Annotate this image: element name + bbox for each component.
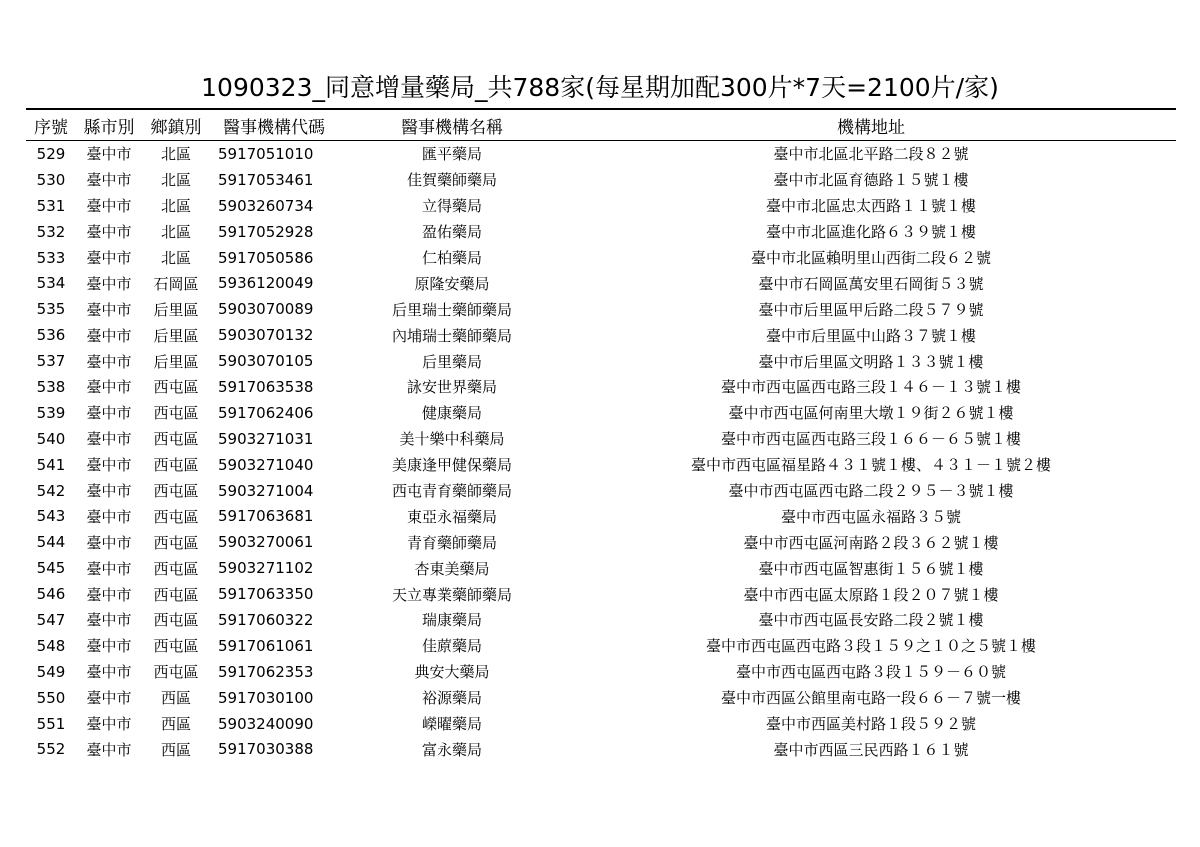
table-row — [26, 167, 1176, 193]
cell-name: 盈佑藥局 — [421, 223, 482, 242]
cell-code: 5917062406 — [218, 403, 314, 422]
cell-no: 540 — [36, 429, 66, 448]
table-row — [26, 245, 1176, 271]
cell-code: 5917052928 — [218, 222, 314, 241]
cell-code: 5903260734 — [218, 196, 314, 215]
header-address: 機構地址 — [837, 117, 905, 138]
table-row — [26, 659, 1176, 685]
cell-county: 臺中市 — [86, 533, 132, 552]
cell-name: 匯平藥局 — [421, 145, 482, 164]
cell-county: 臺中市 — [86, 637, 132, 656]
cell-address: 臺中市后里區中山路３７號１樓 — [765, 326, 976, 345]
cell-code: 5917053461 — [218, 170, 314, 189]
cell-code: 5917030100 — [218, 688, 314, 707]
cell-town: 西區 — [160, 715, 191, 734]
table-row — [26, 426, 1176, 452]
cell-address: 臺中市西屯區西屯路３段１５９之１０之５號１樓 — [705, 637, 1036, 656]
table-row — [26, 348, 1176, 374]
table-row — [26, 193, 1176, 219]
cell-county: 臺中市 — [86, 456, 132, 475]
cell-name: 原隆安藥局 — [414, 274, 490, 293]
cell-address: 臺中市北區進化路６３９號１樓 — [765, 223, 976, 242]
cell-name: 杏東美藥局 — [414, 559, 490, 578]
cell-name: 內埔瑞士藥師藥局 — [391, 326, 512, 345]
cell-name: 立得藥局 — [421, 197, 482, 216]
cell-county: 臺中市 — [86, 611, 132, 630]
table-row — [26, 633, 1176, 659]
cell-no: 550 — [36, 688, 66, 707]
cell-county: 臺中市 — [86, 352, 132, 371]
cell-town: 石岡區 — [153, 274, 199, 293]
table-row — [26, 555, 1176, 581]
cell-name: 西屯青育藥師藥局 — [391, 482, 512, 501]
cell-code: 5917060322 — [218, 610, 314, 629]
cell-county: 臺中市 — [86, 663, 132, 682]
table-row — [26, 529, 1176, 555]
cell-name: 美康逢甲健保藥局 — [391, 456, 512, 475]
cell-town: 西屯區 — [153, 663, 199, 682]
cell-address: 臺中市西區美村路１段５９２號 — [765, 715, 976, 734]
table-row — [26, 374, 1176, 400]
table-row — [26, 400, 1176, 426]
cell-no: 544 — [36, 533, 66, 552]
cell-name: 嶸曜藥局 — [421, 715, 482, 734]
cell-name: 健康藥局 — [421, 404, 482, 423]
cell-county: 臺中市 — [86, 249, 132, 267]
table-row — [26, 141, 1176, 167]
header-no: 序號 — [34, 117, 68, 138]
cell-code: 5903270061 — [218, 533, 314, 552]
cell-name: 典安大藥局 — [414, 663, 490, 682]
cell-no: 537 — [36, 352, 66, 371]
table-row — [26, 503, 1176, 529]
cell-county: 臺中市 — [86, 326, 132, 345]
table-row — [26, 296, 1176, 322]
cell-no: 549 — [36, 662, 66, 681]
cell-county: 臺中市 — [86, 507, 132, 526]
cell-county: 臺中市 — [86, 197, 132, 216]
cell-town: 西屯區 — [153, 507, 199, 526]
cell-town: 西屯區 — [153, 430, 199, 449]
cell-no: 541 — [36, 455, 66, 474]
cell-town: 西屯區 — [153, 456, 199, 475]
table-row — [26, 452, 1176, 478]
table-row — [26, 219, 1176, 245]
table-row — [26, 736, 1176, 762]
header-code: 醫事機構代碼 — [223, 117, 325, 138]
cell-no: 543 — [36, 507, 66, 526]
cell-no: 529 — [36, 144, 66, 163]
cell-code: 5903271004 — [218, 481, 314, 500]
cell-address: 臺中市北區賴明里山西街二段６２號 — [750, 249, 991, 267]
cell-code: 5917063681 — [218, 507, 314, 526]
cell-code: 5903271031 — [218, 429, 314, 448]
cell-no: 539 — [36, 403, 66, 422]
cell-town: 北區 — [160, 171, 191, 190]
cell-county: 臺中市 — [86, 300, 132, 319]
cell-no: 533 — [36, 248, 66, 267]
cell-name: 天立專業藥師藥局 — [391, 585, 512, 604]
cell-no: 545 — [36, 559, 66, 578]
cell-address: 臺中市西屯區西屯路三段１６６－６５號１樓 — [720, 430, 1021, 449]
cell-address: 臺中市西屯區西屯路三段１４６－１３號１樓 — [720, 378, 1021, 397]
cell-no: 536 — [36, 326, 66, 345]
cell-county: 臺中市 — [86, 689, 132, 708]
cell-address: 臺中市北區北平路二段８２號 — [773, 145, 969, 164]
cell-code: 5917061061 — [218, 636, 314, 655]
cell-name: 裕源藥局 — [421, 689, 482, 708]
document-title: 1090323_同意增量藥局_共788家(每星期加配300片*7天=2100片/家) — [201, 73, 999, 102]
cell-no: 542 — [36, 481, 66, 500]
cell-town: 北區 — [160, 249, 191, 267]
cell-no: 535 — [36, 300, 66, 319]
cell-no: 530 — [36, 170, 66, 189]
header-county: 縣市別 — [83, 117, 135, 138]
table-row — [26, 711, 1176, 737]
cell-code: 5903070132 — [218, 326, 314, 345]
cell-address: 臺中市西屯區智惠街１５６號１樓 — [758, 559, 984, 578]
cell-address: 臺中市西屯區福星路４３１號１樓、４３１－１號２樓 — [690, 456, 1051, 475]
table-row — [26, 581, 1176, 607]
cell-code: 5936120049 — [218, 274, 314, 293]
cell-name: 佳賀藥師藥局 — [406, 171, 497, 190]
cell-address: 臺中市西屯區河南路２段３６２號１樓 — [743, 533, 999, 552]
cell-town: 西屯區 — [153, 482, 199, 501]
cell-town: 西區 — [160, 689, 191, 708]
cell-name: 美十樂中科藥局 — [399, 430, 505, 449]
cell-county: 臺中市 — [86, 715, 132, 734]
cell-code: 5903070089 — [218, 300, 314, 319]
table-row — [26, 322, 1176, 348]
cell-county: 臺中市 — [86, 378, 132, 397]
cell-county: 臺中市 — [86, 559, 132, 578]
cell-name: 青育藥師藥局 — [406, 533, 497, 552]
cell-town: 西屯區 — [153, 637, 199, 656]
cell-town: 西屯區 — [153, 378, 199, 397]
table-row — [26, 270, 1176, 296]
cell-address: 臺中市后里區甲后路二段５７９號 — [758, 300, 984, 319]
cell-code: 5903070105 — [218, 352, 314, 371]
table-header-row — [26, 110, 1176, 141]
cell-address: 臺中市后里區文明路１３３號１樓 — [758, 352, 984, 371]
cell-address: 臺中市西屯區西屯路３段１５９－６０號 — [735, 663, 1006, 682]
cell-town: 西屯區 — [153, 611, 199, 630]
cell-no: 552 — [36, 740, 66, 759]
cell-county: 臺中市 — [86, 274, 132, 293]
cell-county: 臺中市 — [86, 585, 132, 604]
cell-no: 538 — [36, 377, 66, 396]
cell-county: 臺中市 — [86, 171, 132, 190]
cell-no: 548 — [36, 636, 66, 655]
cell-name: 佳蒝藥局 — [421, 637, 482, 656]
cell-code: 5903271102 — [218, 559, 314, 578]
cell-county: 臺中市 — [86, 223, 132, 242]
cell-town: 西屯區 — [153, 559, 199, 578]
cell-address: 臺中市西區公館里南屯路一段６６－７號一樓 — [720, 689, 1021, 708]
cell-code: 5917050586 — [218, 248, 314, 267]
cell-town: 后里區 — [153, 326, 199, 345]
cell-town: 北區 — [160, 197, 191, 216]
header-town: 鄉鎮別 — [150, 117, 202, 138]
cell-county: 臺中市 — [86, 482, 132, 501]
cell-code: 5903271040 — [218, 455, 314, 474]
cell-town: 西屯區 — [153, 585, 199, 604]
cell-no: 534 — [36, 274, 66, 293]
cell-code: 5917062353 — [218, 662, 314, 681]
cell-address: 臺中市北區忠太西路１１號１樓 — [765, 197, 976, 216]
cell-name: 詠安世界藥局 — [406, 378, 497, 397]
cell-address: 臺中市西屯區西屯路二段２９５－３號１樓 — [728, 482, 1014, 501]
table-row — [26, 685, 1176, 711]
cell-address: 臺中市西屯區太原路１段２０７號１樓 — [743, 585, 999, 604]
cell-no: 551 — [36, 714, 66, 733]
cell-county: 臺中市 — [86, 404, 132, 423]
cell-name: 后里瑞士藥師藥局 — [391, 300, 512, 319]
cell-county: 臺中市 — [86, 430, 132, 449]
cell-county: 臺中市 — [86, 740, 132, 759]
cell-no: 547 — [36, 610, 66, 629]
cell-no: 531 — [36, 196, 66, 215]
cell-name: 富永藥局 — [421, 740, 482, 759]
cell-name: 瑞康藥局 — [421, 611, 482, 630]
table-body — [26, 141, 1176, 763]
cell-county: 臺中市 — [86, 145, 132, 164]
cell-address: 臺中市西屯區何南里大墩１９街２６號１樓 — [728, 404, 1014, 423]
cell-address: 臺中市西區三民西路１６１號 — [773, 740, 969, 759]
cell-address: 臺中市石岡區萬安里石岡街５３號 — [758, 274, 984, 293]
cell-town: 北區 — [160, 145, 191, 164]
cell-code: 5917063538 — [218, 377, 314, 396]
cell-town: 后里區 — [153, 300, 199, 319]
cell-no: 532 — [36, 222, 66, 241]
cell-town: 西區 — [160, 740, 191, 759]
cell-code: 5917063350 — [218, 585, 314, 604]
cell-town: 西屯區 — [153, 533, 199, 552]
cell-town: 西屯區 — [153, 404, 199, 423]
pharmacy-table — [26, 110, 1176, 762]
cell-town: 北區 — [160, 223, 191, 242]
cell-address: 臺中市西屯區永福路３５號 — [780, 507, 961, 526]
cell-code: 5903240090 — [218, 714, 314, 733]
cell-name: 仁柏藥局 — [421, 249, 482, 267]
cell-no: 546 — [36, 585, 66, 604]
cell-address: 臺中市北區育德路１５號１樓 — [773, 171, 969, 190]
cell-town: 后里區 — [153, 352, 199, 371]
table-row — [26, 478, 1176, 504]
table-row — [26, 607, 1176, 633]
cell-name: 東亞永福藥局 — [406, 507, 497, 526]
cell-code: 5917051010 — [218, 144, 314, 163]
header-name: 醫事機構名稱 — [401, 117, 503, 138]
cell-address: 臺中市西屯區長安路二段２號１樓 — [758, 611, 984, 630]
cell-name: 后里藥局 — [421, 352, 482, 371]
cell-code: 5917030388 — [218, 740, 314, 759]
